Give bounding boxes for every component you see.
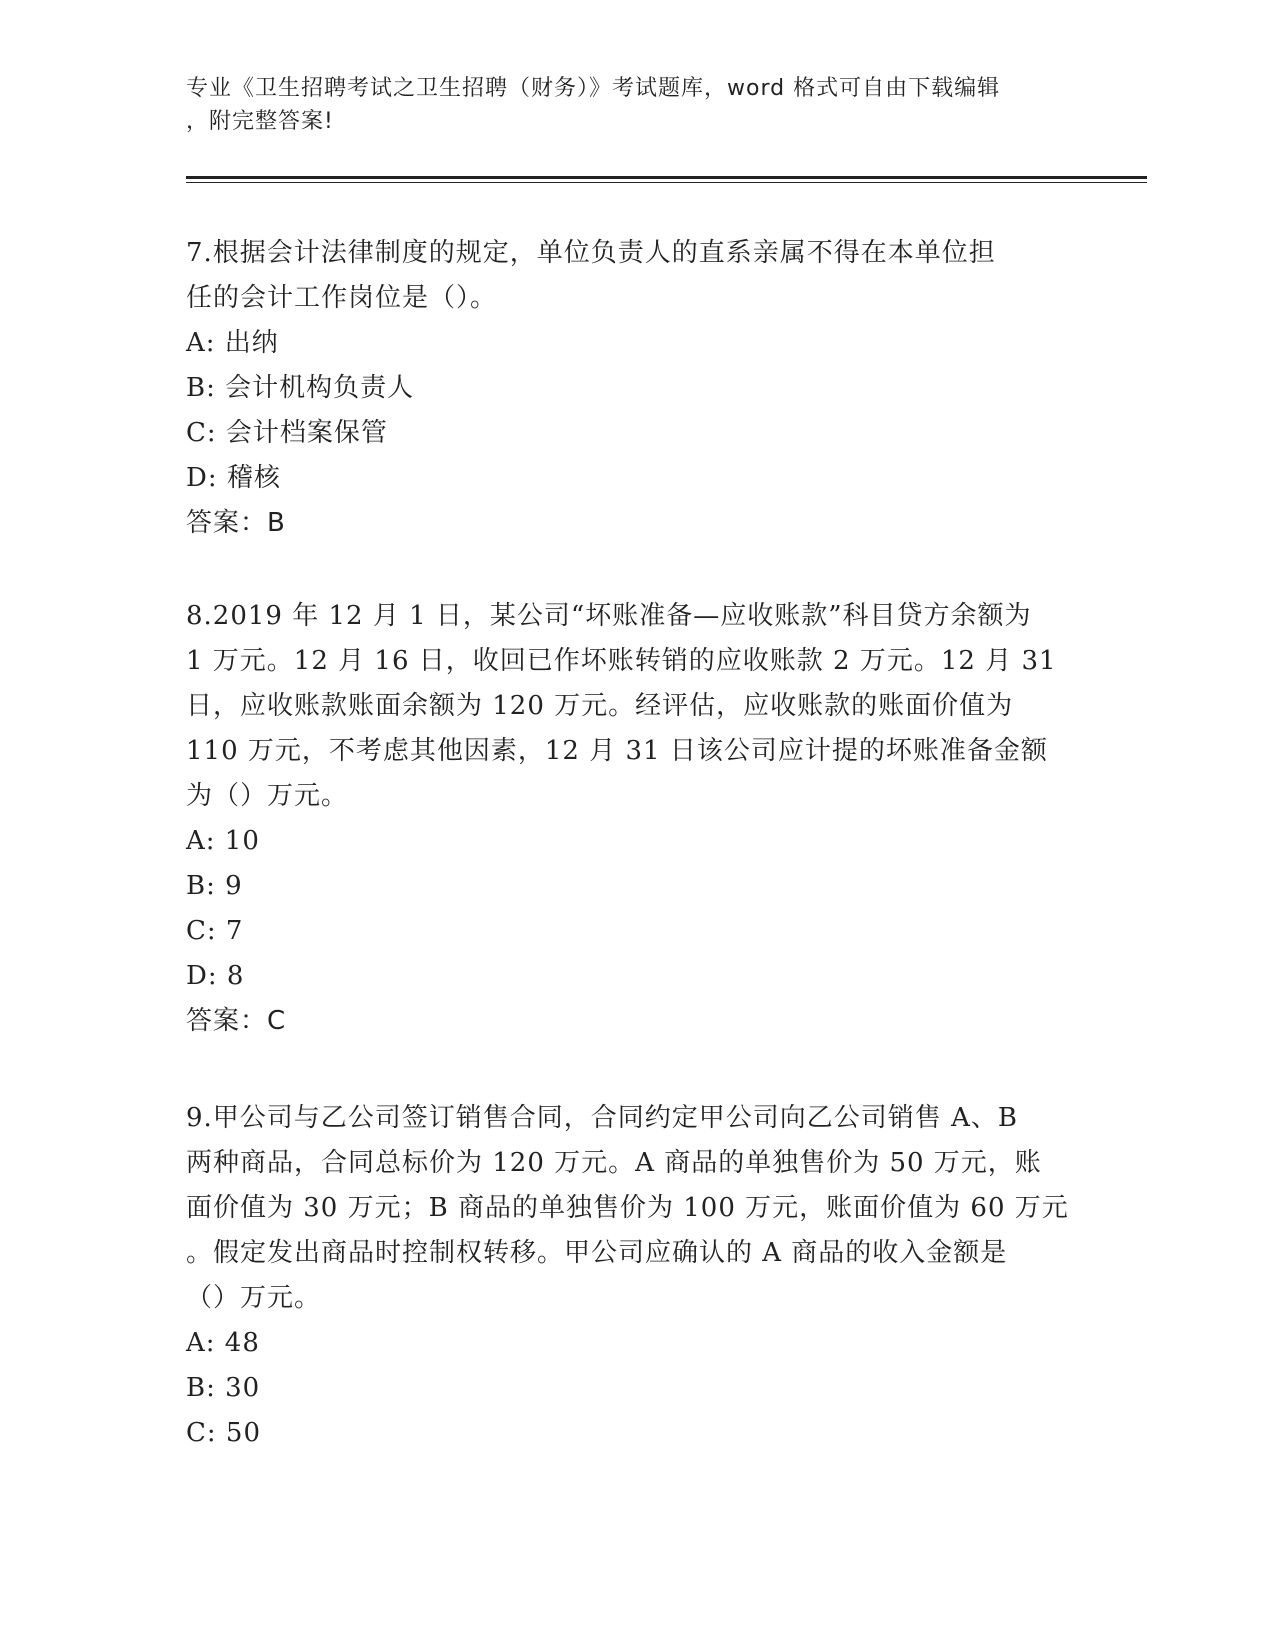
option-a: A: 48 bbox=[186, 1328, 260, 1358]
question-text-line: 9.甲公司与乙公司签订销售合同，合同约定甲公司向乙公司销售 A、B bbox=[186, 1103, 1018, 1133]
option-b: B: 30 bbox=[186, 1373, 261, 1403]
option-d: D: 8 bbox=[186, 961, 245, 991]
document-header bbox=[186, 72, 1086, 138]
option-a: A: 10 bbox=[186, 826, 260, 856]
option-d: D: 稽核 bbox=[186, 463, 281, 493]
header-line-1: 专业《卫生招聘考试之卫生招聘（财务）》考试题库，word 格式可自由下载编辑 bbox=[186, 76, 1001, 101]
question-text-line: 110 万元，不考虑其他因素，12 月 31 日该公司应计提的坏账准备金额 bbox=[186, 736, 1048, 766]
option-b: B: 9 bbox=[186, 871, 243, 901]
answer: 答案：C bbox=[186, 1006, 287, 1036]
question-9 bbox=[186, 1096, 1076, 1456]
option-c: C: 50 bbox=[186, 1418, 262, 1448]
question-text-line: 两种商品，合同总标价为 120 万元。A 商品的单独售价为 50 万元，账 bbox=[186, 1148, 1042, 1178]
question-text-line: 为（）万元。 bbox=[186, 781, 349, 811]
option-a: A: 出纳 bbox=[186, 328, 279, 358]
question-7 bbox=[186, 231, 1076, 546]
option-c: C: 会计档案保管 bbox=[186, 418, 388, 448]
question-text-line: 8.2019 年 12 月 1 日，某公司“坏账准备—应收账款”科目贷方余额为 bbox=[186, 601, 1032, 631]
header-rule-thin bbox=[186, 182, 1147, 183]
question-8 bbox=[186, 594, 1076, 1044]
answer: 答案：B bbox=[186, 508, 286, 538]
question-text-line: 面价值为 30 万元；B 商品的单独售价为 100 万元，账面价值为 60 万元 bbox=[186, 1193, 1069, 1223]
question-text-line: 1 万元。12 月 16 日，收回已作坏账转销的应收账款 2 万元。12 月 31 bbox=[186, 646, 1057, 676]
header-line-2: ，附完整答案! bbox=[186, 109, 334, 134]
option-b: B: 会计机构负责人 bbox=[186, 373, 415, 403]
question-text-line: （）万元。 bbox=[186, 1283, 322, 1313]
question-text-line: 日，应收账款账面余额为 120 万元。经评估，应收账款的账面价值为 bbox=[186, 691, 1014, 721]
question-text-line: 7.根据会计法律制度的规定，单位负责人的直系亲属不得在本单位担 bbox=[186, 238, 996, 268]
header-rule-thick bbox=[186, 176, 1147, 179]
option-c: C: 7 bbox=[186, 916, 244, 946]
question-text-line: 。假定发出商品时控制权转移。甲公司应确认的 A 商品的收入金额是 bbox=[186, 1238, 1008, 1268]
question-text-line: 任的会计工作岗位是（）。 bbox=[186, 283, 498, 313]
